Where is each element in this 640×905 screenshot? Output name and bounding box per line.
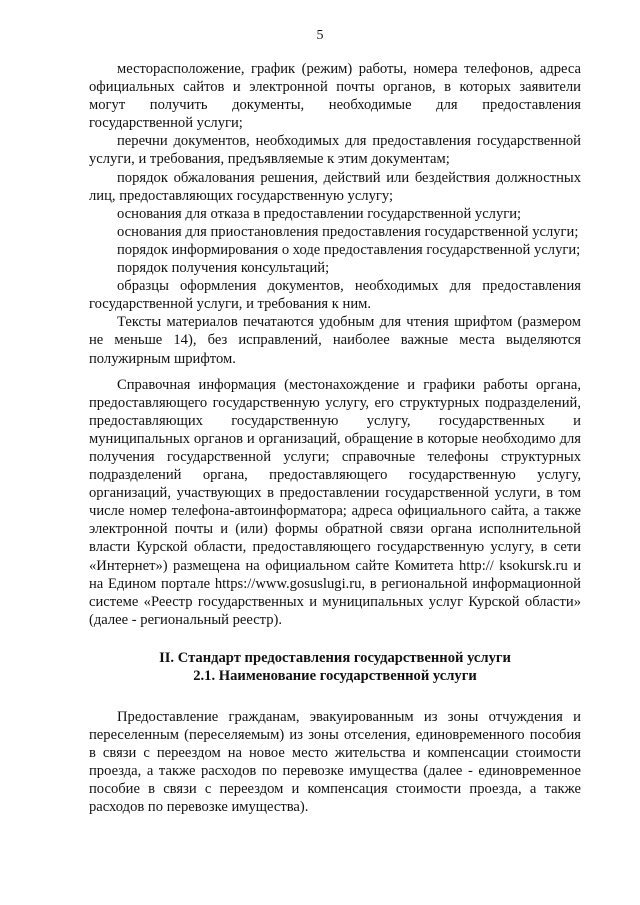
section-title: II. Стандарт предоставления государственной услуги	[159, 649, 511, 666]
service-name-paragraph: Предоставление гражданам, эвакуированным из зоны отчуждения и переселенным (переселяемым) из зоны отселения, единовременного пособия в связи с переездом на новое место жительства и компенсации стоимости проезда, а также расходов по перевозке имущества (далее - единовременное пособие в связи с переездом и компенсация стоимости проезда, а также расходов по перевозке имущества).	[89, 708, 581, 816]
list-item-refusal-grounds: основания для отказа в предоставлении государственной услуги;	[117, 205, 522, 222]
section-subtitle: 2.1. Наименование государственной услуги	[193, 668, 477, 685]
list-item-document-samples: образцы оформления документов, необходимых для предоставления государственной услуги, и требования к ним.	[89, 278, 581, 313]
page-number: 5	[316, 28, 324, 43]
list-item-location: месторасположение, график (режим) работы, номера телефонов, адреса официальных сайтов и электронной почты органов, в которых заявители могут получить документы, необходимые для предоставления государственной услуги;	[89, 61, 581, 132]
list-item-appeal: порядок обжалования решения, действий или бездействия должностных лиц, предоставляющих государственную услугу;	[89, 169, 581, 204]
document-body	[89, 60, 581, 816]
reference-info-paragraph: Справочная информация (местонахождение и графики работы органа, предоставляющего государственную услугу, его структурных подразделений, предоставляющих государственную услугу, государственных и муниципальных органов и организаций, обращение в которые необходимо для получения государственной услуги; справочные телефоны структурных подразделений органа, предоставляющего государственную услугу, организаций, участвующих в предоставлении государственной услуги, в том числе номер телефона-автоинформатора; адреса официального сайта, а также электронной почты и (или) формы обратной связи органа исполнительной власти Курской области, предоставляющего государственную услугу, в сети «Интернет») размещена на официальном сайте Комитета http:// ksokursk.ru и на Едином портале https://www.gosuslugi.ru, в региональной информационной системе «Реестр государственных и муниципальных услуг Курской области» (далее - региональный реестр).	[89, 376, 581, 628]
list-item-consultations: порядок получения консультаций;	[117, 260, 330, 277]
list-item-suspension-grounds: основания для приостановления предоставления государственной услуги;	[117, 223, 579, 240]
list-item-documents: перечни документов, необходимых для предоставления государственной услуги, и требования, предъявляемые к этим документам;	[89, 133, 581, 168]
texts-paragraph: Тексты материалов печатаются удобным для чтения шрифтом (размером не меньше 14), без исправлений, наиболее важные места выделяются полужирным шрифтом.	[89, 314, 581, 367]
list-item-progress-info: порядок информирования о ходе предоставления государственной услуги;	[117, 241, 581, 258]
